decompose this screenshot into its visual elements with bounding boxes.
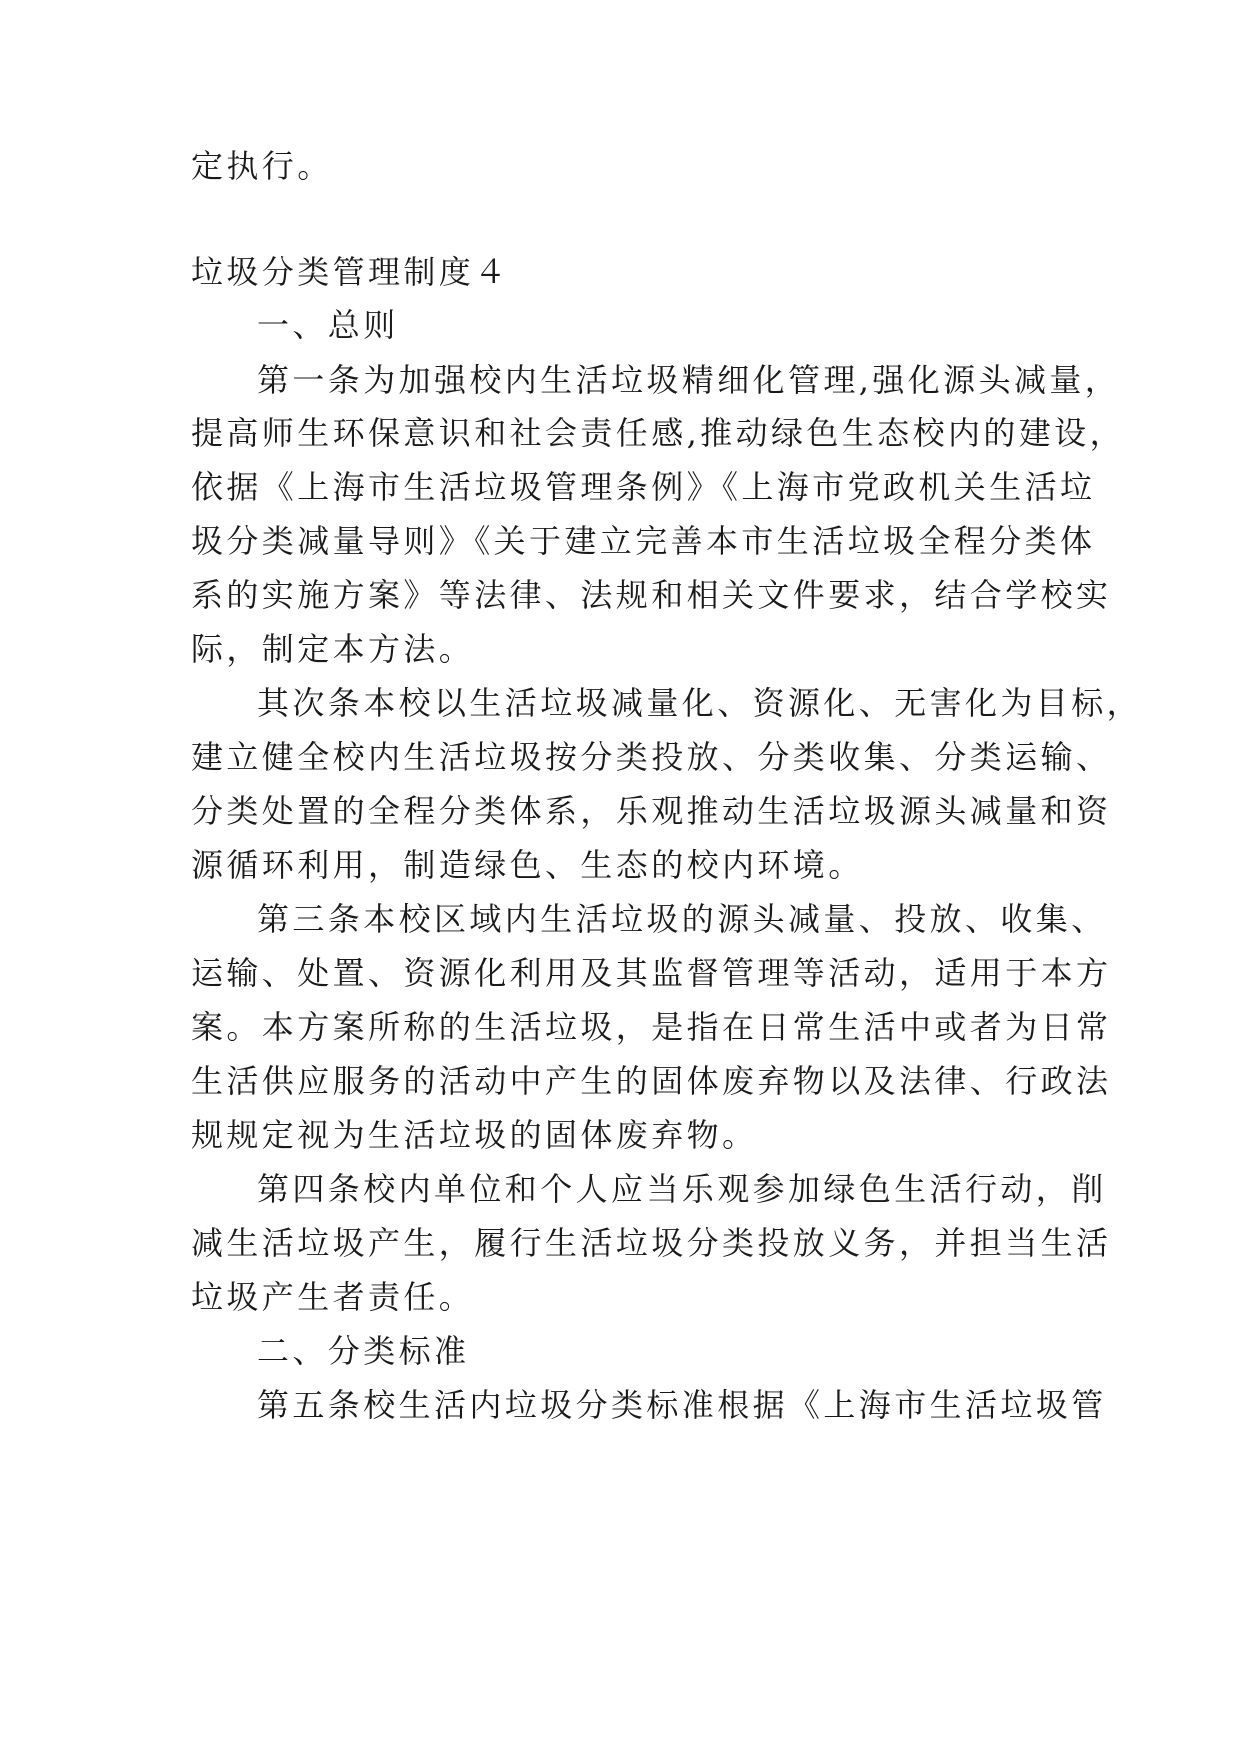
article-1-line: 际，制定本方法。 [191,630,475,668]
article-3-line: 第三条本校区域内生活垃圾的源头减量、投放、收集、 [257,900,1107,938]
heading-general-provisions: 一、总则 [257,306,399,344]
continuation-text: 定执行。 [191,147,333,185]
heading-classification-standards: 二、分类标准 [257,1332,470,1370]
article-2-line: 建立健全校内生活垃圾按分类投放、分类收集、分类运输、 [191,738,1112,776]
section-title: 垃圾分类管理制度４ [191,253,510,291]
article-1-line: 第一条为加强校内生活垃圾精细化管理,强化源头减量， [257,361,1121,399]
article-1-line: 圾分类减量导则》《关于建立完善本市生活垃圾全程分类体 [191,522,1096,560]
article-5-line: 第五条校生活内垃圾分类标准根据《上海市生活垃圾管 [257,1386,1107,1424]
article-1-line: 系的实施方案》等法律、法规和相关文件要求，结合学校实 [191,576,1112,614]
article-2-line: 分类处置的全程分类体系，乐观推动生活垃圾源头减量和资 [191,792,1112,830]
article-3-line: 运输、处置、资源化利用及其监督管理等活动，适用于本方 [191,954,1112,992]
article-1-line: 依据《上海市生活垃圾管理条例》《上海市党政机关生活垃 [191,468,1096,506]
article-3-line: 规规定视为生活垃圾的固体废弃物。 [191,1116,758,1154]
article-2-line: 其次条本校以生活垃圾减量化、资源化、无害化为目标， [257,684,1143,722]
article-3-line: 案。本方案所称的生活垃圾，是指在日常生活中或者为日常 [191,1008,1112,1046]
article-4-line: 第四条校内单位和个人应当乐观参加绿色生活行动，削 [257,1170,1107,1208]
article-4-line: 垃圾产生者责任。 [191,1278,475,1316]
article-1-line: 提高师生环保意识和社会责任感,推动绿色生态校内的建设， [191,414,1125,452]
article-3-line: 生活供应服务的活动中产生的固体废弃物以及法律、行政法 [191,1062,1112,1100]
article-2-line: 源循环利用，制造绿色、生态的校内环境。 [191,846,864,884]
article-4-line: 减生活垃圾产生，履行生活垃圾分类投放义务，并担当生活 [191,1224,1112,1262]
